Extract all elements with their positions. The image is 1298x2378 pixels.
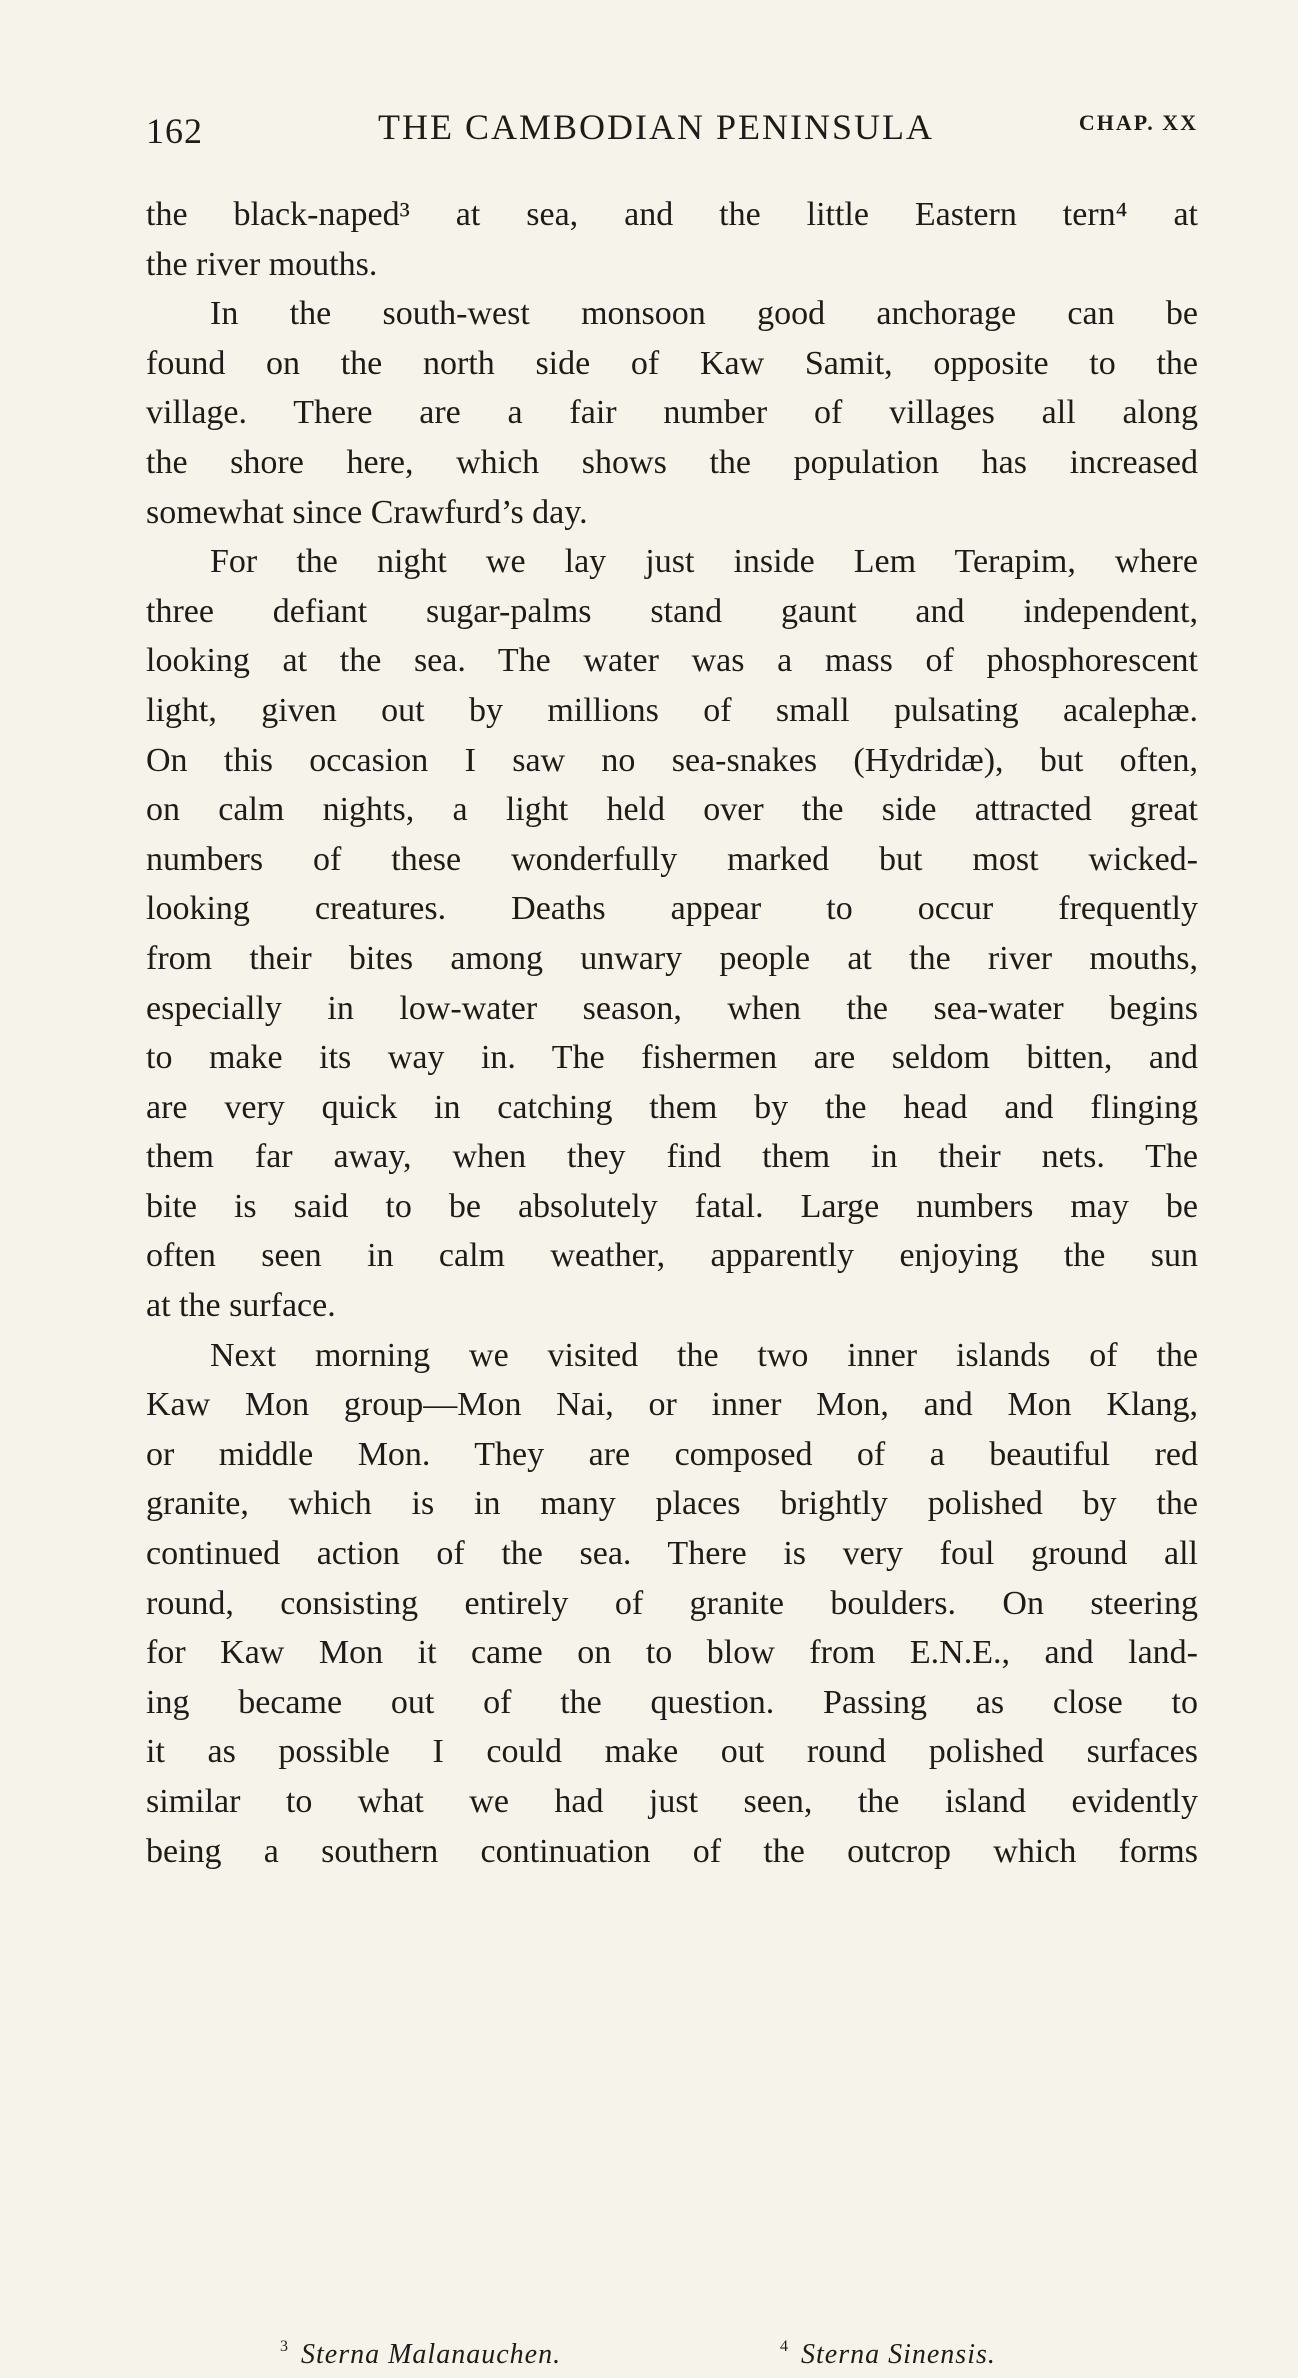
text-line: the shore here, which shows the population has increased	[146, 443, 1198, 481]
text-line: similar to what we had just seen, the island evidently	[146, 1783, 1198, 1820]
text-line: the river mouths.	[146, 245, 378, 283]
text-line: to make its way in. The fishermen are seldom bitten, and	[146, 1039, 1198, 1077]
text-line: being a southern continuation of the outcrop which forms	[146, 1832, 1198, 1870]
body-text	[146, 190, 1198, 1876]
running-title: THE CAMBODIAN PENINSULA	[378, 107, 934, 147]
text-line: found on the north side of Kaw Samit, opposite to the	[146, 344, 1198, 382]
footnote-3	[280, 2338, 561, 2371]
footnote-marker: 3	[280, 2338, 289, 2355]
page-number: 162	[146, 111, 203, 151]
text-line: numbers of these wonderfully marked but most wicked-	[146, 840, 1198, 878]
footnote-4	[780, 2338, 996, 2371]
text-line: On this occasion I saw no sea-snakes (Hydridæ), but often,	[146, 741, 1198, 779]
text-line: granite, which is in many places brightly polished by the	[146, 1485, 1198, 1523]
text-line: are very quick in catching them by the head and flinging	[146, 1088, 1198, 1126]
footnote-text: Sterna Malanauchen.	[301, 2339, 562, 2370]
text-line: light, given out by millions of small pulsating acalephæ.	[146, 691, 1198, 729]
text-line: them far away, when they find them in their nets. The	[146, 1138, 1198, 1176]
text-line: it as possible I could make out round polished surfaces	[146, 1733, 1198, 1771]
text-line: continued action of the sea. There is very foul ground all	[146, 1535, 1198, 1573]
text-line: for Kaw Mon it came on to blow from E.N.E., and land-	[146, 1634, 1198, 1672]
text-line: especially in low-water season, when the sea-water begins	[146, 989, 1198, 1027]
text-line: somewhat since Crawfurd’s day.	[146, 493, 588, 531]
text-line: or middle Mon. They are composed of a beautiful red	[146, 1435, 1198, 1473]
text-line: ing became out of the question. Passing as close to	[146, 1683, 1198, 1721]
text-line: For the night we lay just inside Lem Terapim, where	[210, 543, 1198, 581]
footnote-marker: 4	[780, 2338, 789, 2355]
text-line: Kaw Mon group—Mon Nai, or inner Mon, and Mon Klang,	[146, 1386, 1198, 1424]
text-line: on calm nights, a light held over the side attracted great	[146, 791, 1198, 829]
text-line: round, consisting entirely of granite boulders. On steering	[146, 1584, 1198, 1622]
text-line: the black-naped³ at sea, and the little Eastern tern⁴ at	[146, 196, 1198, 233]
footnote-text: Sterna Sinensis.	[801, 2339, 996, 2370]
text-line: looking creatures. Deaths appear to occur frequently	[146, 890, 1198, 928]
running-head	[146, 102, 1198, 152]
text-line: looking at the sea. The water was a mass of phosphorescent	[146, 642, 1198, 680]
text-line: village. There are a fair number of villages all along	[146, 394, 1198, 432]
text-line: often seen in calm weather, apparently enjoying the sun	[146, 1237, 1198, 1275]
text-line: at the surface.	[146, 1287, 336, 1325]
text-line: In the south-west monsoon good anchorage can be	[210, 295, 1198, 333]
text-line: from their bites among unwary people at the river mouths,	[146, 939, 1198, 977]
text-line: Next morning we visited the two inner islands of the	[210, 1336, 1198, 1374]
footnotes	[146, 2338, 1198, 2378]
text-line: bite is said to be absolutely fatal. Large numbers may be	[146, 1187, 1198, 1225]
chapter-label: CHAP. XX	[1078, 110, 1198, 135]
text-line: three defiant sugar-palms stand gaunt and independent,	[146, 592, 1198, 630]
